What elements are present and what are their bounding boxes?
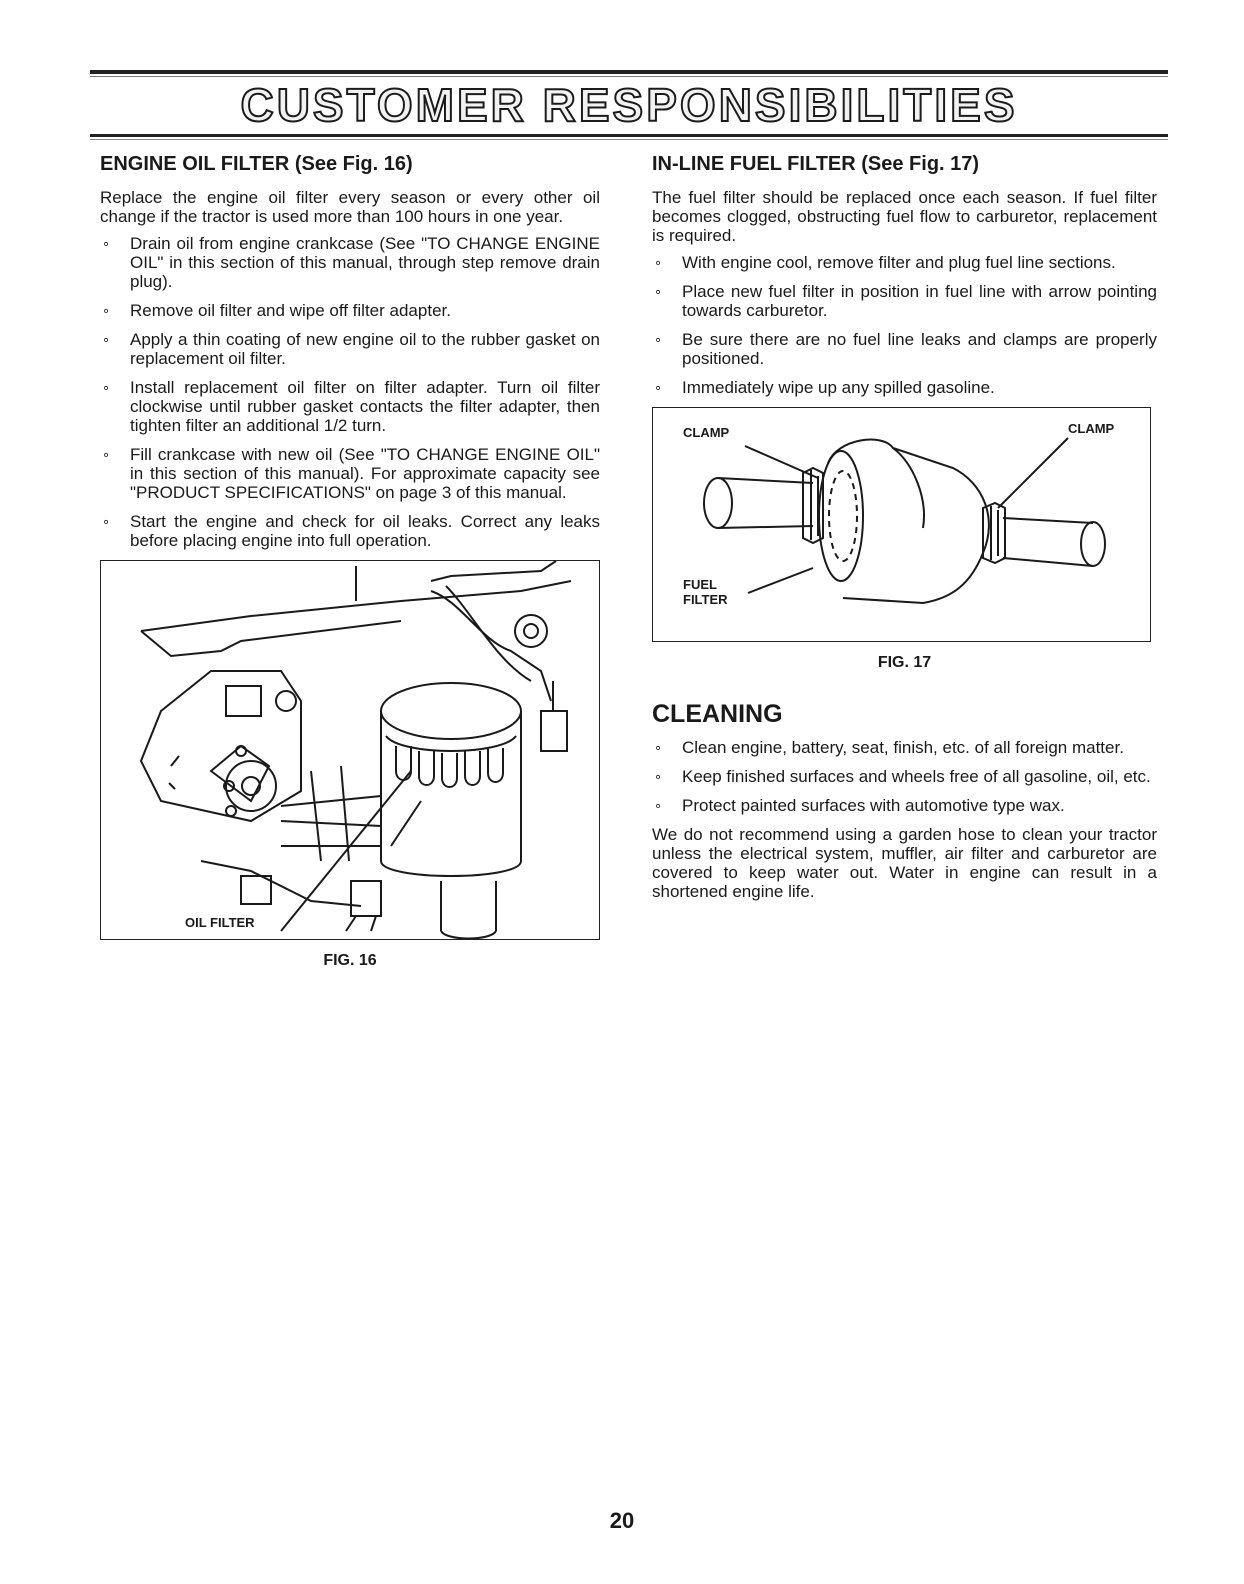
header-rule-top-thin <box>90 76 1168 77</box>
fuel-filter-intro: The fuel filter should be replaced once each season. If fuel filter becomes clogged, obstructing fuel flow to carburetor, replacement is required. <box>652 188 1157 245</box>
engine-oil-filter-steps <box>100 234 600 550</box>
bullet-icon: ∘ <box>654 332 663 347</box>
list-item: ∘ Place new fuel filter in position in fuel line with arrow pointing towards carburetor. <box>654 282 1157 320</box>
oil-filter-illustration <box>101 561 599 939</box>
clamp-right-label: CLAMP <box>1068 421 1115 436</box>
list-item: ∘ Immediately wipe up any spilled gasoline. <box>654 378 995 397</box>
figure-17-fuel-filter <box>652 407 1151 642</box>
bullet-icon: ∘ <box>102 447 111 462</box>
list-item: ∘ Start the engine and check for oil leaks. Correct any leaks before placing engine into full operation. <box>102 512 600 550</box>
header-rule-bottom-thin <box>90 139 1168 140</box>
bullet-icon: ∘ <box>102 514 111 529</box>
oil-filter-label: OIL FILTER <box>185 915 255 930</box>
bullet-icon: ∘ <box>654 255 663 270</box>
bullet-icon: ∘ <box>654 284 663 299</box>
list-item: ∘ Protect painted surfaces with automotive type wax. <box>654 796 1065 815</box>
bullet-icon: ∘ <box>102 332 111 347</box>
cleaning-heading: CLEANING <box>652 700 783 728</box>
list-item: ∘ Drain oil from engine crankcase (See "TO CHANGE ENGINE OIL" in this section of this manual, through step remove drain plug). <box>102 234 600 291</box>
engine-oil-filter-heading: ENGINE OIL FILTER (See Fig. 16) <box>100 153 413 175</box>
list-item: ∘ With engine cool, remove filter and plug fuel line sections. <box>654 253 1116 272</box>
bullet-icon: ∘ <box>654 740 663 755</box>
fuel-filter-steps <box>652 253 1157 397</box>
bullet-icon: ∘ <box>654 380 663 395</box>
page-title: CUSTOMER RESPONSIBILITIES <box>240 79 1018 131</box>
cleaning-paragraph: We do not recommend using a garden hose to clean your tractor unless the electrical system, muffler, air filter and carburetor are covered to keep water out. Water in engine can result in a shortened engine life. <box>652 825 1157 901</box>
right-column <box>652 150 1157 909</box>
header-rule-bottom <box>90 134 1168 137</box>
engine-oil-filter-intro: Replace the engine oil filter every season or every other oil change if the tractor is used more than 100 hours in one year. <box>100 188 600 226</box>
page-number: 20 <box>609 1508 635 1533</box>
bullet-icon: ∘ <box>102 236 111 251</box>
bullet-icon: ∘ <box>654 798 663 813</box>
figure-16-caption: FIG. 16 <box>323 952 377 969</box>
list-item: ∘ Remove oil filter and wipe off filter adapter. <box>102 301 451 320</box>
header-rule-top <box>90 70 1168 74</box>
left-column <box>100 150 600 970</box>
bullet-icon: ∘ <box>654 769 663 784</box>
clamp-left-label: CLAMP <box>683 425 730 440</box>
bullet-icon: ∘ <box>102 303 111 318</box>
list-item: ∘ Be sure there are no fuel line leaks and clamps are properly positioned. <box>654 330 1157 368</box>
cleaning-steps <box>652 738 1157 815</box>
fuel-filter-label-line2: FILTER <box>683 592 728 607</box>
list-item: ∘ Fill crankcase with new oil (See "TO CHANGE ENGINE OIL" in this section of this manual). For approximate capacity see "PRODUCT SPECIFICATIONS" on page 3 of this manual. <box>102 445 600 502</box>
list-item: ∘ Clean engine, battery, seat, finish, etc. of all foreign matter. <box>654 738 1124 757</box>
fuel-filter-heading: IN-LINE FUEL FILTER (See Fig. 17) <box>652 153 980 175</box>
fuel-filter-label-line1: FUEL <box>683 577 717 592</box>
figure-17-caption: FIG. 17 <box>877 654 932 671</box>
list-item: ∘ Keep finished surfaces and wheels free of all gasoline, oil, etc. <box>654 767 1151 786</box>
bullet-icon: ∘ <box>102 380 111 395</box>
list-item: ∘ Apply a thin coating of new engine oil to the rubber gasket on replacement oil filter. <box>102 330 600 368</box>
list-item: ∘ Install replacement oil filter on filter adapter. Turn oil filter clockwise until rubber gasket contacts the filter adapter, then tighten filter an additional 1/2 turn. <box>102 378 600 435</box>
figure-16-oil-filter <box>100 560 600 940</box>
